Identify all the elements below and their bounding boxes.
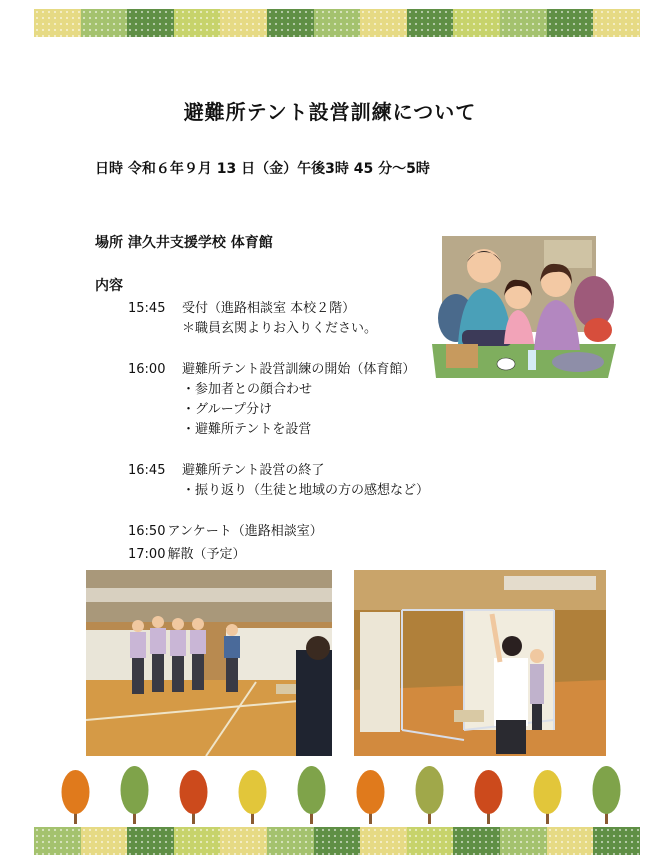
band-segment — [314, 9, 361, 37]
band-segment — [547, 9, 594, 37]
band-segment — [407, 9, 454, 37]
schedule-note: ＊職員玄関よりお入りください。 — [182, 321, 378, 336]
schedule-text: アンケート（進路相談室） — [167, 524, 323, 539]
band-segment — [34, 827, 81, 855]
schedule-note: ・グループ分け — [182, 402, 272, 417]
tree-icon — [357, 770, 385, 824]
band-segment — [81, 827, 128, 855]
tree-icon — [298, 766, 326, 824]
bottle-icon — [528, 350, 536, 370]
event-datetime — [95, 158, 430, 178]
schedule-note: ・振り返り（生徒と地域の方の感想など） — [182, 483, 430, 498]
band-segment — [593, 827, 640, 855]
band-segment — [453, 827, 500, 855]
schedule-time: 16:50 — [128, 524, 166, 539]
schedule-time: 17:00 — [128, 547, 166, 562]
datetime-label: 日時 — [95, 161, 123, 177]
tree-icon — [534, 770, 562, 824]
band-segment — [174, 9, 221, 37]
bag-icon — [584, 318, 612, 342]
event-place — [95, 232, 273, 252]
schedule-time: 15:45 — [128, 301, 166, 316]
content-label: 内容 — [95, 278, 123, 294]
band-segment — [127, 827, 174, 855]
schedule-note: ・避難所テントを設営 — [182, 422, 312, 437]
band-segment — [267, 9, 314, 37]
tree-icon — [180, 770, 208, 824]
box-icon — [446, 344, 478, 368]
band-segment — [127, 9, 174, 37]
band-segment — [81, 9, 128, 37]
band-segment — [220, 827, 267, 855]
schedule-text: 解散（予定） — [167, 547, 246, 562]
band-segment — [174, 827, 221, 855]
band-segment — [500, 9, 547, 37]
bottom-decorative-band — [34, 827, 640, 855]
band-segment — [407, 827, 454, 855]
band-segment — [314, 827, 361, 855]
schedule-item — [128, 461, 428, 501]
top-decorative-band — [34, 9, 640, 37]
place-label: 場所 — [95, 235, 123, 251]
band-segment — [360, 9, 407, 37]
tree-icon — [416, 766, 444, 824]
schedule-item — [128, 545, 428, 565]
band-segment — [360, 827, 407, 855]
place-value: 津久井支援学校 体育館 — [127, 235, 273, 251]
gym-participants-photo — [86, 570, 332, 756]
tree-icon — [475, 770, 503, 824]
schedule-text: 避難所テント設営訓練の開始（体育館） — [182, 362, 416, 377]
band-segment — [547, 827, 594, 855]
schedule-item — [128, 522, 428, 542]
father-head — [467, 249, 501, 283]
band-segment — [593, 9, 640, 37]
schedule-time: 16:45 — [128, 463, 166, 478]
schedule-time: 16:00 — [128, 362, 166, 377]
datetime-value: 令和６年９月 13 日（金）午後3時 45 分～5時 — [127, 161, 430, 177]
rice-ball-icon — [497, 358, 515, 370]
tree-icon — [593, 766, 621, 824]
tree-icon — [62, 770, 90, 824]
band-segment — [453, 9, 500, 37]
page-title: 避難所テント設営訓練について — [183, 100, 477, 124]
band-segment — [34, 9, 81, 37]
schedule-list — [128, 299, 428, 568]
shelter-family-illustration — [432, 232, 616, 380]
schedule-item — [128, 299, 428, 339]
schedule-text: 避難所テント設営の終了 — [182, 463, 325, 478]
schedule-note: ・参加者との顔合わせ — [182, 382, 313, 397]
band-segment — [267, 827, 314, 855]
tree-icon — [121, 766, 149, 824]
cardboard — [544, 240, 592, 268]
decorative-trees — [34, 762, 640, 826]
schedule-text: 受付（進路相談室 本校２階） — [182, 301, 356, 316]
tent-setup-photo — [354, 570, 606, 756]
tree-icon — [239, 770, 267, 824]
blanket-icon — [552, 352, 604, 372]
band-segment — [220, 9, 267, 37]
band-segment — [500, 827, 547, 855]
schedule-item — [128, 360, 428, 440]
